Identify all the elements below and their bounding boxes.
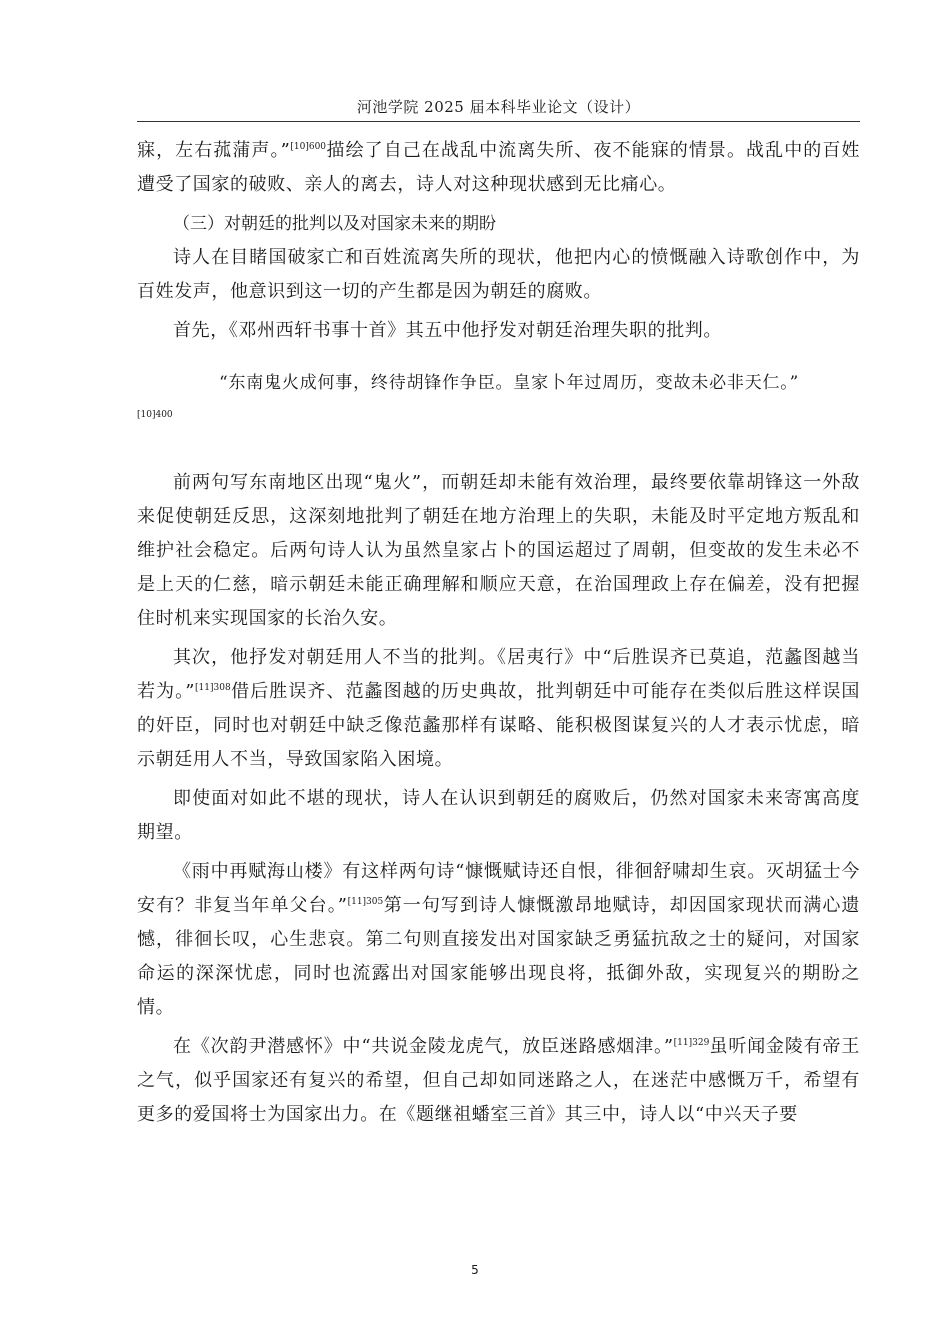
paragraph-4: 前两句写东南地区出现“鬼火”，而朝廷却未能有效治理，最终要依靠胡锋这一外敌来促使朝廷反思，这深刻地批判了朝廷在地方治理上的失职，未能及时平定地方叛乱和维护社会稳定。后两句诗人认为虽然皇家占卜的国运超过了周朝，但变故的发生未必不是上天的仁慈，暗示朝廷未能正确理解和顺应天意，在治国理政上存在偏差，没有把握住时机来实现国家的长治久安。 xyxy=(137,472,860,629)
paragraph-2: 诗人在目睹国破家亡和百姓流离失所的现状，他把内心的愤慨融入诗歌创作中，为百姓发声，他意识到这一切的产生都是因为朝廷的腐败。 xyxy=(137,247,860,302)
paragraph-8: 在《次韵尹潜感怀》中“共说金陵龙虎气，放臣迷路感烟津。”$^{[11]329}$虽听闻金陵有帝王之气，似乎国家还有复兴的希望，但自己却如同迷路之人，在迷茫中感慨万千，希望有更多的爱国将士为国家出力。在《题继祖蟠室三首》其三中，诗人以“中兴天子要 xyxy=(137,1036,860,1125)
paragraph-3: 首先，《邓州西轩书事十首》其五中他抒发对朝廷治理失职的批判。 xyxy=(173,320,722,341)
paragraph-1: 寐，左右菰蒲声。”$^{[10]600}$描绘了自己在战乱中流离失所、夜不能寐的情景。战乱中的百姓遭受了国家的破败、亲人的离去，诗人对这种现状感到无比痛心。 xyxy=(137,140,861,195)
citation: [11]305 xyxy=(347,897,384,907)
citation: [10]600 xyxy=(290,142,327,152)
paragraph-6: 即使面对如此不堪的现状，诗人在认识到朝廷的腐败后，仍然对国家未来寄寓高度期望。 xyxy=(137,788,860,843)
section-heading: （三）对朝廷的批判以及对国家未来的期盼 xyxy=(173,214,496,234)
citation: [11]308 xyxy=(195,683,231,693)
poem-quote: “东南鬼火成何事，终待胡锋作争臣。皇家卜年过周历，变故未必非天仁。” xyxy=(219,373,800,393)
page-number: 5 xyxy=(471,1263,479,1277)
running-header: 河池学院 2025 届本科毕业论文（设计） xyxy=(356,98,641,116)
citation: [11]329 xyxy=(673,1038,710,1048)
header-rule xyxy=(137,121,860,122)
body-text xyxy=(137,134,860,1132)
citation: [10]400 xyxy=(137,410,173,420)
paragraph-7: 《雨中再赋海山楼》有这样两句诗“慷慨赋诗还自恨，徘徊舒啸却生哀。灭胡猛士今安有？非复当年单父台。”$^{[11]305}$第一句写到诗人慷慨激昂地赋诗，却因国家现状而满心遗憾，徘徊长叹，心生悲哀。第二句则直接发出对国家缺乏勇猛抗敌之士的疑问，对国家命运的深深忧虑，同时也流露出对国家能够出现良将，抵御外敌，实现复兴的期盼之情。 xyxy=(137,861,860,1018)
paragraph-5: 其次，他抒发对朝廷用人不当的批判。《居夷行》中“后胜误齐已莫追，范蠡图越当若为。”$^{[11]308}$借后胜误齐、范蠡图越的历史典故，批判朝廷中可能存在类似后胜这样误国的奸臣，同时也对朝廷中缺乏像范蠡那样有谋略、能积极图谋复兴的人才表示忧虑，暗示朝廷用人不当，导致国家陷入困境。 xyxy=(137,647,860,770)
